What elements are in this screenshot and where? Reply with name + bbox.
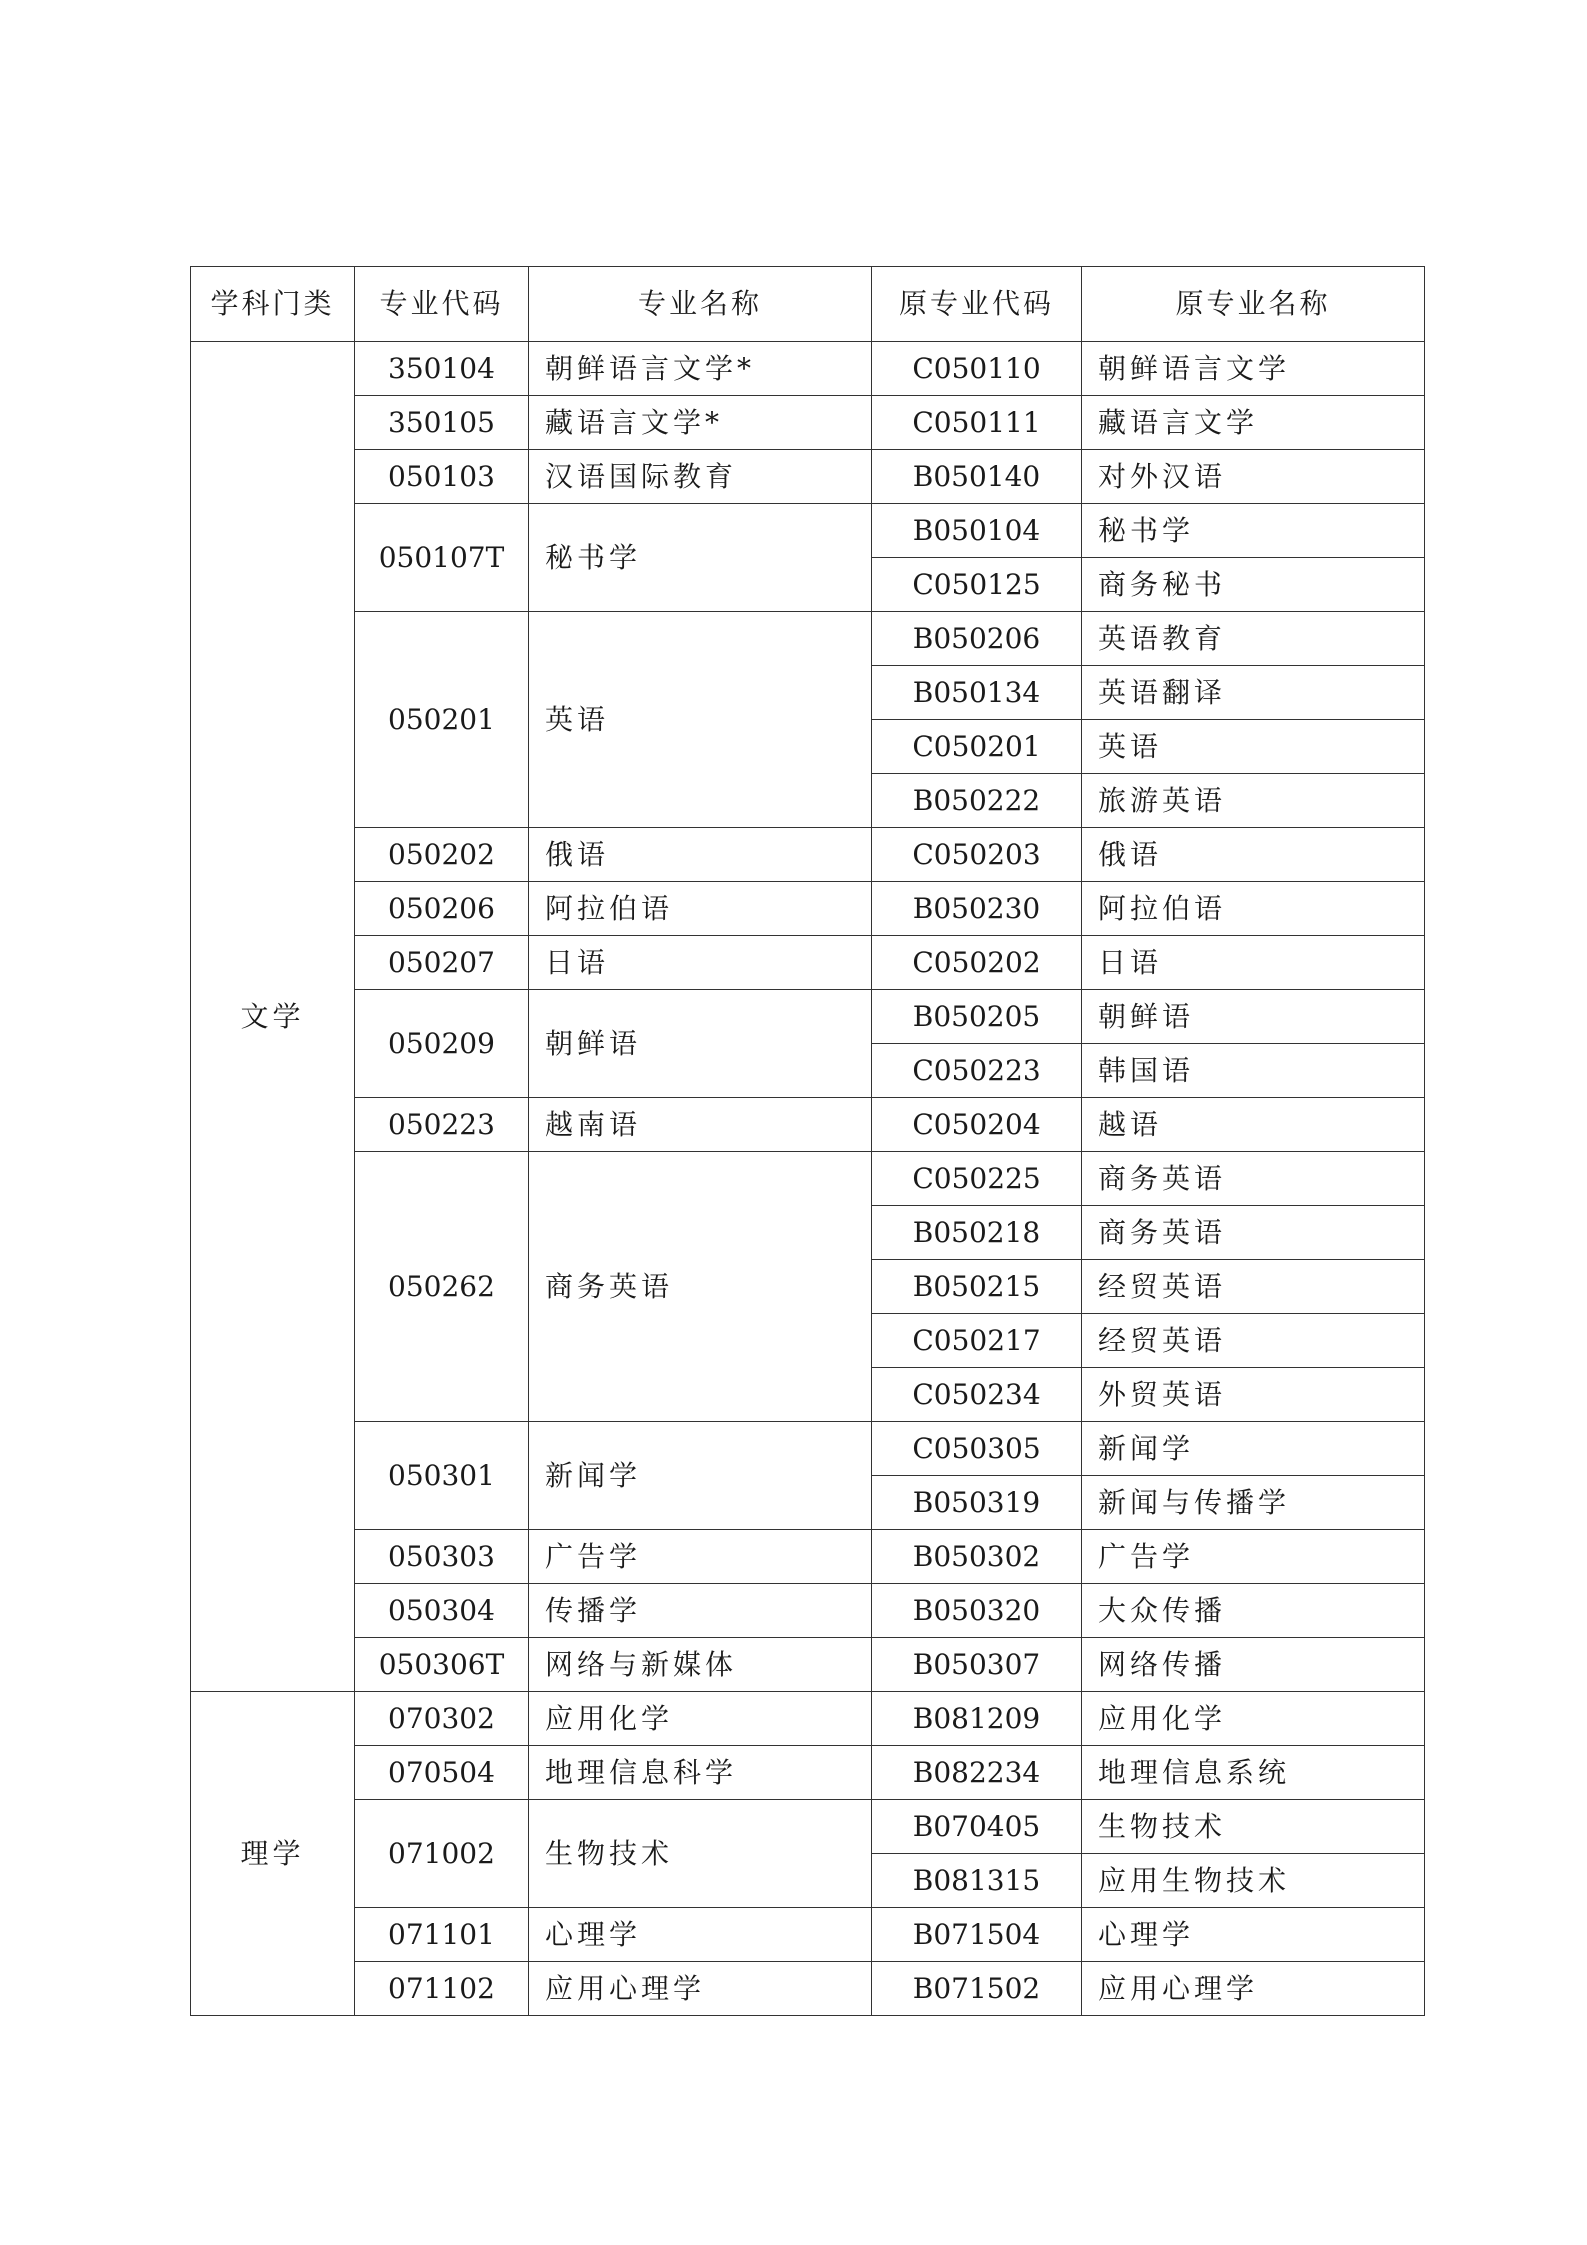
original-code-cell: C050125 <box>872 558 1082 612</box>
original-code-cell: C050225 <box>872 1152 1082 1206</box>
table-row <box>191 504 1425 558</box>
major-code-cell: 050223 <box>355 1098 529 1152</box>
original-name-cell: 经贸英语 <box>1082 1314 1425 1368</box>
major-name-cell: 朝鲜语 <box>529 990 872 1098</box>
major-code-cell: 050206 <box>355 882 529 936</box>
table-body <box>191 342 1425 2016</box>
original-code-cell: B050218 <box>872 1206 1082 1260</box>
original-code-cell: B050320 <box>872 1584 1082 1638</box>
original-name-cell: 地理信息系统 <box>1082 1746 1425 1800</box>
table-row <box>191 882 1425 936</box>
original-name-cell: 对外汉语 <box>1082 450 1425 504</box>
major-code-cell: 050262 <box>355 1152 529 1422</box>
original-code-cell: C050223 <box>872 1044 1082 1098</box>
major-code-cell: 070302 <box>355 1692 529 1746</box>
original-code-cell: B050215 <box>872 1260 1082 1314</box>
original-name-cell: 商务英语 <box>1082 1206 1425 1260</box>
original-name-cell: 秘书学 <box>1082 504 1425 558</box>
original-name-cell: 商务秘书 <box>1082 558 1425 612</box>
major-code-cell: 050306T <box>355 1638 529 1692</box>
original-name-cell: 广告学 <box>1082 1530 1425 1584</box>
original-code-cell: C050204 <box>872 1098 1082 1152</box>
original-name-cell: 应用心理学 <box>1082 1962 1425 2016</box>
table-row <box>191 1584 1425 1638</box>
original-name-cell: 俄语 <box>1082 828 1425 882</box>
table-row <box>191 936 1425 990</box>
original-code-cell: B050319 <box>872 1476 1082 1530</box>
original-code-cell: C050203 <box>872 828 1082 882</box>
major-name-cell: 越南语 <box>529 1098 872 1152</box>
original-code-cell: C050217 <box>872 1314 1082 1368</box>
major-name-cell: 地理信息科学 <box>529 1746 872 1800</box>
original-code-cell: C050110 <box>872 342 1082 396</box>
major-name-cell: 日语 <box>529 936 872 990</box>
major-code-cell: 050103 <box>355 450 529 504</box>
original-code-cell: C050201 <box>872 720 1082 774</box>
major-code-cell: 050107T <box>355 504 529 612</box>
header-major-code: 专业代码 <box>355 267 529 342</box>
table-row <box>191 396 1425 450</box>
category-cell: 文学 <box>191 342 355 1692</box>
major-code-cell: 071002 <box>355 1800 529 1908</box>
original-code-cell: B050206 <box>872 612 1082 666</box>
original-code-cell: B050134 <box>872 666 1082 720</box>
original-name-cell: 藏语言文学 <box>1082 396 1425 450</box>
original-name-cell: 英语教育 <box>1082 612 1425 666</box>
original-name-cell: 越语 <box>1082 1098 1425 1152</box>
table-row <box>191 612 1425 666</box>
table-row <box>191 1422 1425 1476</box>
original-code-cell: B070405 <box>872 1800 1082 1854</box>
table-row <box>191 1746 1425 1800</box>
table-row <box>191 1800 1425 1854</box>
original-code-cell: C050234 <box>872 1368 1082 1422</box>
original-code-cell: B081209 <box>872 1692 1082 1746</box>
original-name-cell: 网络传播 <box>1082 1638 1425 1692</box>
major-name-cell: 商务英语 <box>529 1152 872 1422</box>
original-code-cell: C050202 <box>872 936 1082 990</box>
table-row <box>191 1098 1425 1152</box>
major-code-cell: 071102 <box>355 1962 529 2016</box>
original-code-cell: B050307 <box>872 1638 1082 1692</box>
major-name-cell: 秘书学 <box>529 504 872 612</box>
original-name-cell: 日语 <box>1082 936 1425 990</box>
major-code-cell: 050303 <box>355 1530 529 1584</box>
major-code-cell: 350104 <box>355 342 529 396</box>
table-row <box>191 990 1425 1044</box>
major-name-cell: 汉语国际教育 <box>529 450 872 504</box>
table-row <box>191 1692 1425 1746</box>
major-code-cell: 050301 <box>355 1422 529 1530</box>
original-code-cell: B050205 <box>872 990 1082 1044</box>
original-name-cell: 英语 <box>1082 720 1425 774</box>
major-code-cell: 050202 <box>355 828 529 882</box>
original-code-cell: C050305 <box>872 1422 1082 1476</box>
original-name-cell: 韩国语 <box>1082 1044 1425 1098</box>
major-name-cell: 朝鲜语言文学* <box>529 342 872 396</box>
table-row <box>191 450 1425 504</box>
major-name-cell: 英语 <box>529 612 872 828</box>
original-code-cell: B050104 <box>872 504 1082 558</box>
header-original-code: 原专业代码 <box>872 267 1082 342</box>
header-original-name: 原专业名称 <box>1082 267 1425 342</box>
table-header <box>191 267 1425 342</box>
original-name-cell: 新闻与传播学 <box>1082 1476 1425 1530</box>
major-name-cell: 阿拉伯语 <box>529 882 872 936</box>
major-code-cell: 350105 <box>355 396 529 450</box>
table-row <box>191 1638 1425 1692</box>
major-code-cell: 050209 <box>355 990 529 1098</box>
major-name-cell: 藏语言文学* <box>529 396 872 450</box>
original-name-cell: 新闻学 <box>1082 1422 1425 1476</box>
header-category: 学科门类 <box>191 267 355 342</box>
original-code-cell: B082234 <box>872 1746 1082 1800</box>
original-name-cell: 应用化学 <box>1082 1692 1425 1746</box>
header-major-name: 专业名称 <box>529 267 872 342</box>
table-row <box>191 1962 1425 2016</box>
original-name-cell: 阿拉伯语 <box>1082 882 1425 936</box>
original-name-cell: 旅游英语 <box>1082 774 1425 828</box>
major-name-cell: 生物技术 <box>529 1800 872 1908</box>
original-name-cell: 朝鲜语 <box>1082 990 1425 1044</box>
major-name-cell: 网络与新媒体 <box>529 1638 872 1692</box>
original-code-cell: B050230 <box>872 882 1082 936</box>
major-code-cell: 070504 <box>355 1746 529 1800</box>
category-cell: 理学 <box>191 1692 355 2016</box>
major-name-cell: 广告学 <box>529 1530 872 1584</box>
major-code-cell: 050207 <box>355 936 529 990</box>
original-code-cell: B081315 <box>872 1854 1082 1908</box>
original-name-cell: 心理学 <box>1082 1908 1425 1962</box>
major-name-cell: 心理学 <box>529 1908 872 1962</box>
original-code-cell: C050111 <box>872 396 1082 450</box>
major-name-cell: 俄语 <box>529 828 872 882</box>
major-mapping-table <box>190 266 1425 2016</box>
header-row <box>191 267 1425 342</box>
table-row <box>191 828 1425 882</box>
original-name-cell: 商务英语 <box>1082 1152 1425 1206</box>
table-row <box>191 342 1425 396</box>
major-name-cell: 应用化学 <box>529 1692 872 1746</box>
original-code-cell: B050222 <box>872 774 1082 828</box>
original-name-cell: 生物技术 <box>1082 1800 1425 1854</box>
original-name-cell: 英语翻译 <box>1082 666 1425 720</box>
table-row <box>191 1152 1425 1206</box>
original-name-cell: 朝鲜语言文学 <box>1082 342 1425 396</box>
major-code-cell: 050304 <box>355 1584 529 1638</box>
original-code-cell: B071504 <box>872 1908 1082 1962</box>
major-name-cell: 传播学 <box>529 1584 872 1638</box>
major-name-cell: 应用心理学 <box>529 1962 872 2016</box>
major-name-cell: 新闻学 <box>529 1422 872 1530</box>
major-code-cell: 050201 <box>355 612 529 828</box>
original-name-cell: 应用生物技术 <box>1082 1854 1425 1908</box>
original-name-cell: 外贸英语 <box>1082 1368 1425 1422</box>
table-row <box>191 1908 1425 1962</box>
original-code-cell: B050140 <box>872 450 1082 504</box>
major-code-cell: 071101 <box>355 1908 529 1962</box>
original-name-cell: 大众传播 <box>1082 1584 1425 1638</box>
original-name-cell: 经贸英语 <box>1082 1260 1425 1314</box>
original-code-cell: B071502 <box>872 1962 1082 2016</box>
original-code-cell: B050302 <box>872 1530 1082 1584</box>
table-row <box>191 1530 1425 1584</box>
